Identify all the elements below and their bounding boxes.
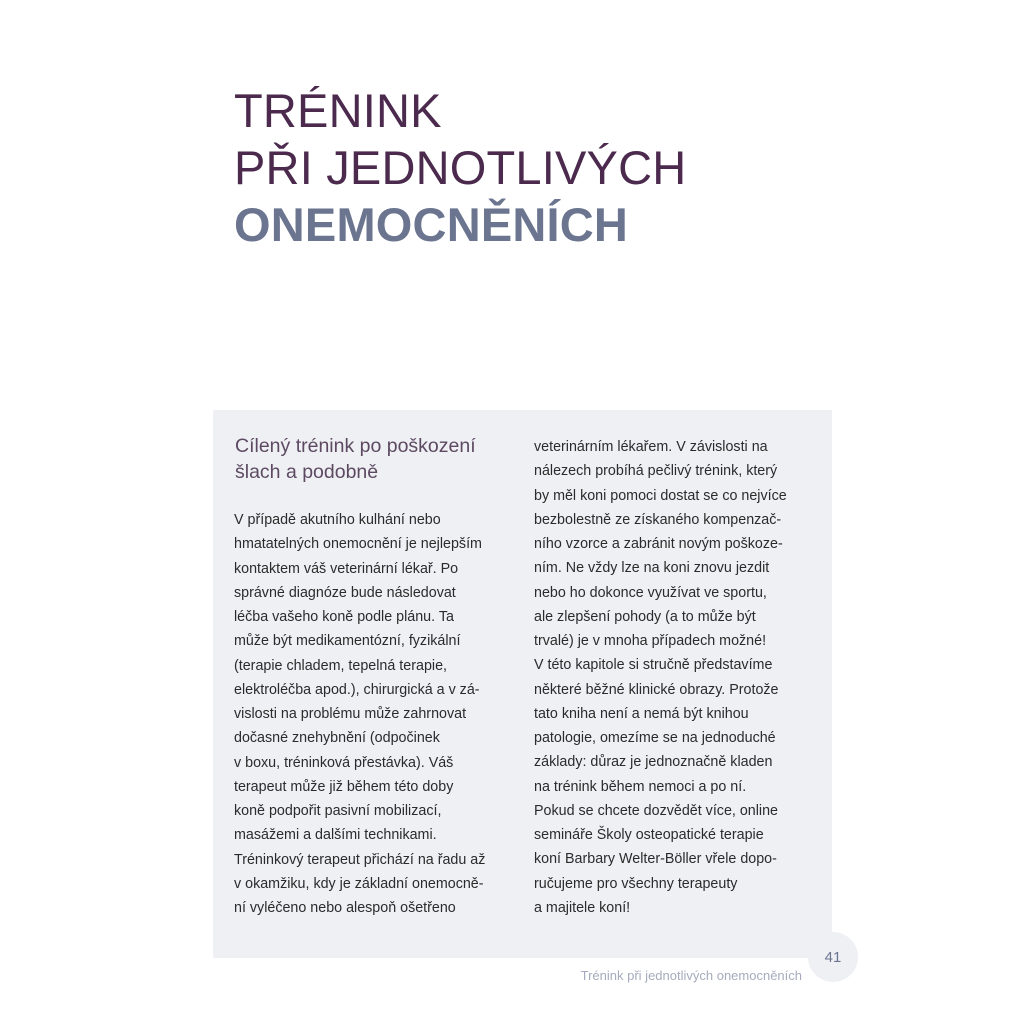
body-text-line: v boxu, tréninková přestávka). Váš [234, 754, 454, 771]
title-line-2: PŘI JEDNOTLIVÝCH [234, 141, 687, 194]
body-text-line: koní Barbary Welter-Böller vřele dopo- [534, 851, 777, 868]
body-text-line: Tréninkový terapeut přichází na řadu až [234, 851, 486, 868]
body-text-line: ručujeme pro všechny terapeuty [534, 875, 738, 892]
page-number: 41 [824, 948, 842, 966]
body-text-line: masážemi a dalšími technikami. [234, 827, 437, 844]
body-text-line: semináře Školy osteopatické terapie [534, 827, 764, 843]
body-text-line: vislosti na problému může zahrnovat [234, 706, 467, 722]
body-text-line: by měl koni pomoci dostat se co nejvíce [534, 487, 787, 504]
body-text-line: ním. Ne vždy lze na koni znovu jezdit [534, 560, 770, 577]
body-text-line: v okamžiku, kdy je základní onemocně- [234, 875, 484, 892]
body-text-line: některé běžné klinické obrazy. Protože [534, 681, 779, 698]
body-text-line: bezbolestně ze získaného kompenzač- [534, 511, 782, 528]
body-text-line: na trénink během nemoci a po ní. [534, 778, 747, 795]
body-text-line: veterinárním lékařem. V závislosti na [534, 439, 768, 455]
body-text-line: tato kniha není a nemá být knihou [534, 705, 749, 722]
page-number-badge [808, 932, 858, 982]
body-text-line: nebo ho dokonce využívat ve sportu, [534, 584, 767, 601]
body-text-line: nálezech probíhá pečlivý trénink, který [534, 463, 778, 480]
body-column-right [534, 435, 787, 920]
body-text-line: může být medikamentózní, fyzikální [234, 633, 461, 650]
body-text-line: V případě akutního kulhání nebo [234, 512, 441, 528]
body-text-line: základy: důraz je jednoznačně kladen [534, 754, 773, 771]
body-text-line: elektroléčba apod.), chirurgická a v zá- [234, 681, 480, 698]
title-line-3: ONEMOCNĚNÍCH [234, 198, 629, 251]
running-footer: Trénink při jednotlivých onemocněních [580, 968, 802, 983]
body-text-line: (terapie chladem, tepelná terapie, [234, 657, 447, 674]
title-line-1: TRÉNINK [234, 84, 442, 137]
body-text-line: dočasné znehybnění (odpočinek [234, 730, 440, 747]
body-text-line: léčba vašeho koně podle plánu. Ta [234, 609, 454, 625]
body-text-line: patologie, omezíme se na jednoduché [534, 730, 776, 746]
body-text-line: hmatatelných onemocnění je nejlepším [234, 536, 482, 553]
body-text-line: V této kapitole si stručně představíme [534, 657, 773, 674]
body-text-line: terapeut může již během této doby [234, 778, 454, 795]
body-text-line: trvalé) je v mnoha případech možné! [534, 633, 767, 649]
body-text-line: Pokud se chcete dozvědět více, online [534, 802, 778, 819]
body-text-line: ní vyléčeno nebo alespoň ošetřeno [234, 900, 456, 916]
body-text-line: kontaktem váš veterinární lékař. Po [234, 560, 459, 577]
body-text-line: ale zlepšení pohody (a to může být [534, 608, 756, 625]
section-heading: Cílený trénink po poškození šlach a podobně [235, 435, 476, 483]
body-text-line: koně podpořit pasivní mobilizací, [234, 803, 442, 819]
page-title [234, 82, 686, 253]
body-text-line: a majitele koní! [534, 899, 631, 916]
body-text-line: ního vzorce a zabránit novým poškoze- [534, 536, 783, 552]
body-text-line: správné diagnóze bude následovat [234, 584, 456, 601]
body-column-left [234, 508, 485, 920]
